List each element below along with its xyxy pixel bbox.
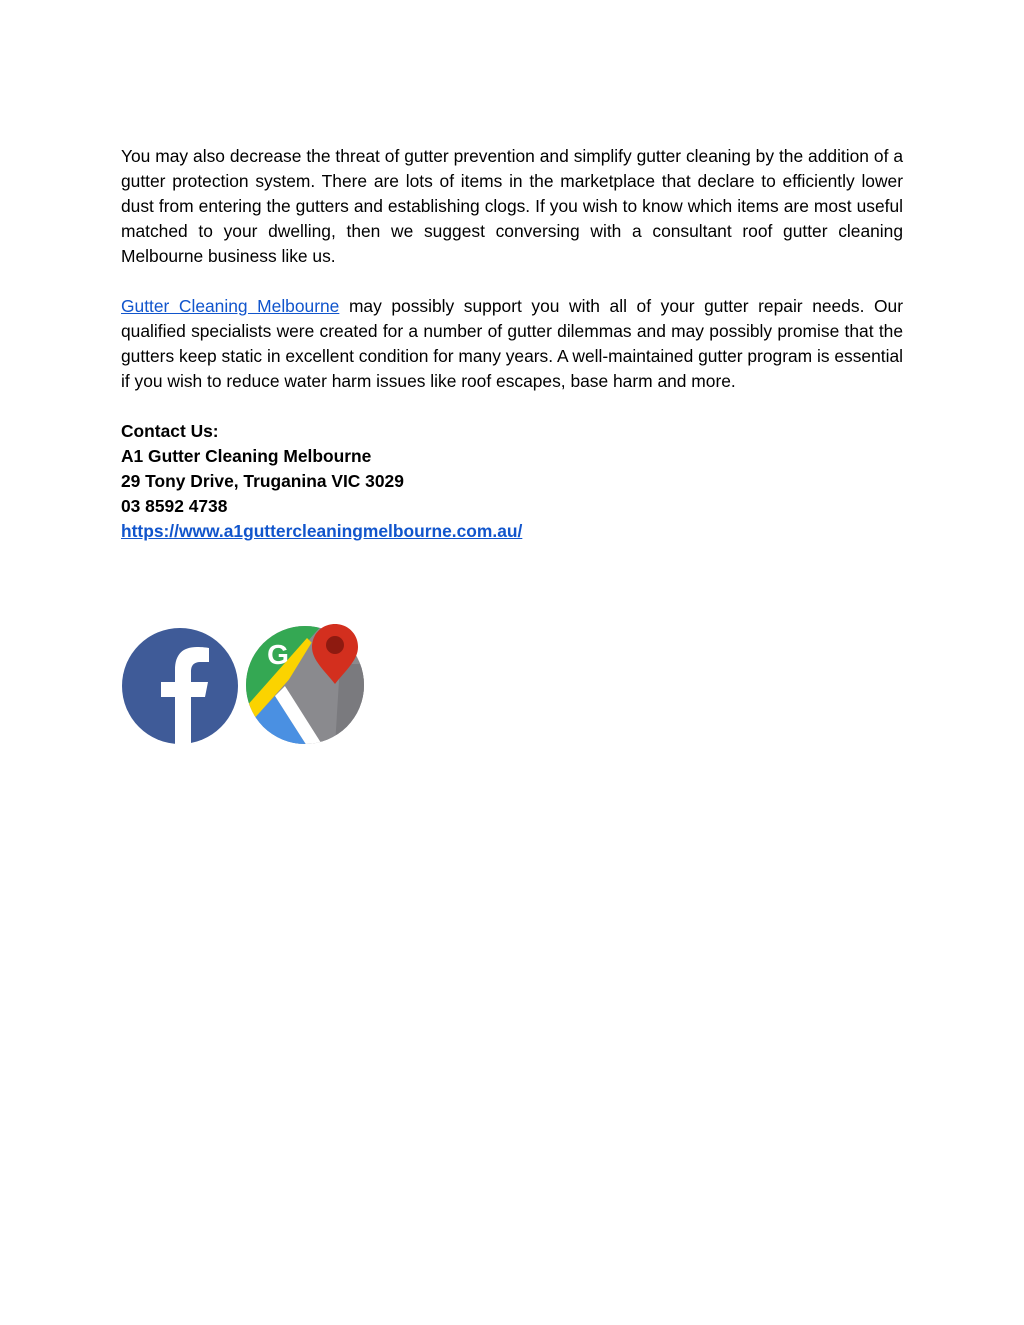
contact-block — [121, 419, 903, 544]
business-address: 29 Tony Drive, Truganina VIC 3029 — [121, 471, 404, 491]
paragraph-gutter-services — [121, 294, 903, 394]
website-link[interactable]: https://www.a1guttercleaningmelbourne.com.au/ — [121, 521, 523, 541]
facebook-icon[interactable] — [121, 624, 241, 746]
business-name: A1 Gutter Cleaning Melbourne — [121, 446, 372, 466]
paragraph-spacer — [121, 394, 903, 419]
paragraph-gutter-protection: You may also decrease the threat of gutter prevention and simplify gutter cleaning by the addition of a gutter protection system. There are lots of items in the marketplace that declare to efficiently lower dust from entering the gutters and establishing clogs. If you wish to know which items are most useful matched to your dwelling, then we suggest conversing with a consultant roof gutter cleaning Melbourne business like us. — [121, 146, 903, 266]
google-g-letter: G — [267, 639, 289, 670]
paragraph-spacer — [121, 269, 903, 294]
contact-heading: Contact Us: — [121, 421, 219, 441]
document-body — [121, 144, 903, 544]
gutter-cleaning-melbourne-link[interactable]: Gutter Cleaning Melbourne — [121, 296, 340, 316]
google-maps-icon[interactable] — [245, 624, 365, 746]
business-phone: 03 8592 4738 — [121, 496, 228, 516]
social-icons — [121, 624, 365, 746]
paragraph-gutter-services-text: may possibly support you with all of your gutter repair needs. Our qualified specialists were created for a number of gutter dilemmas and may possibly promise that the gutters keep static in excellent condition for many years. A well-maintained gutter program is essential if you wish to reduce water harm issues like roof escapes, base harm and more. — [121, 296, 904, 391]
